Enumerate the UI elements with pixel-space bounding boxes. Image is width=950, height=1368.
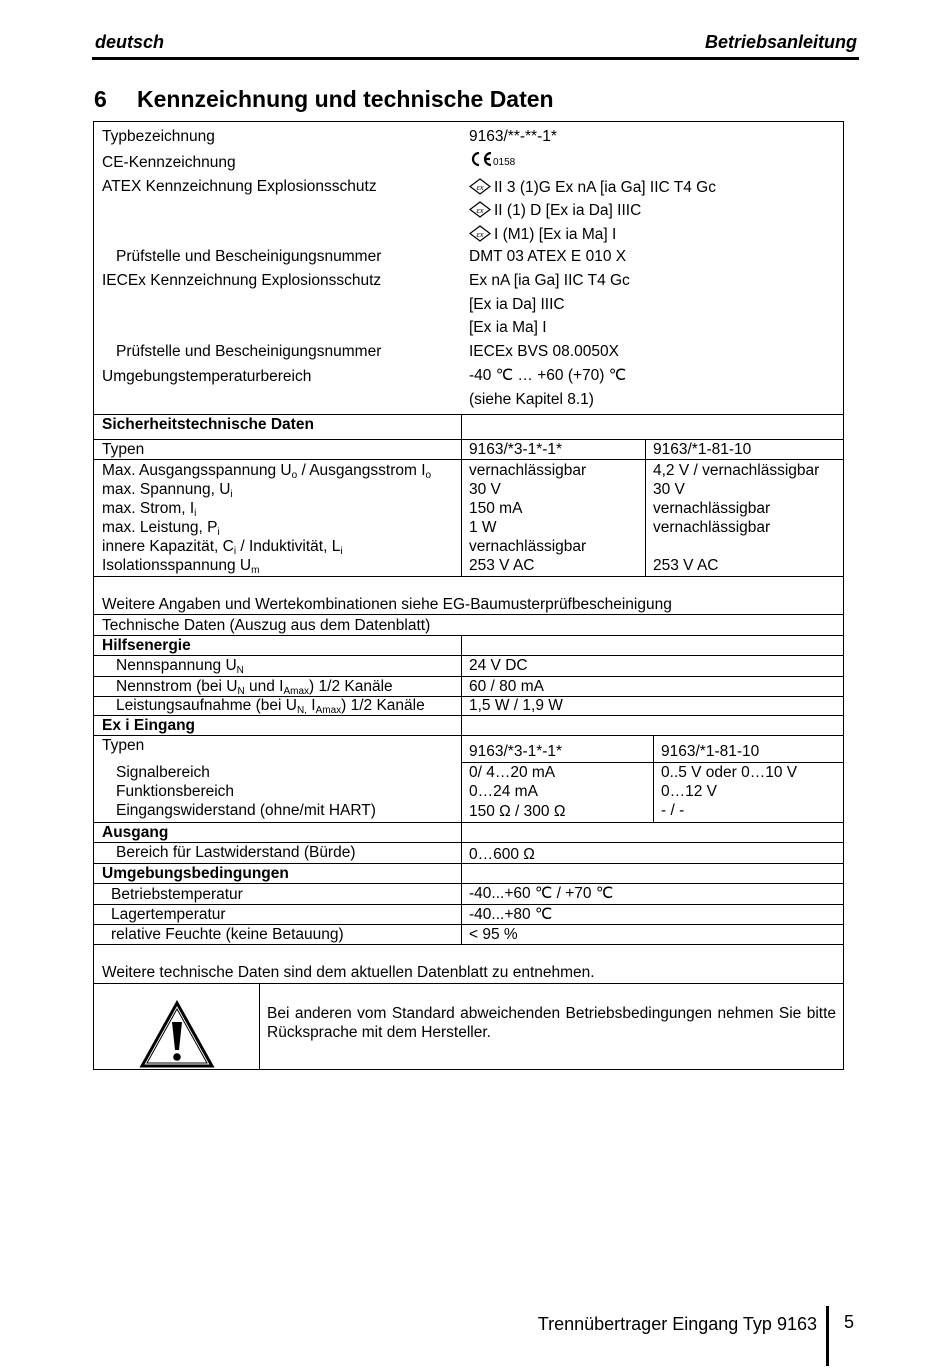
max-voltage-value-a: 30 V: [469, 481, 501, 498]
capacitance-label: innere Kapazität, $C_i$ / Induktivität, $L_i$: [102, 538, 343, 557]
function-range-b: 0…12 V: [661, 783, 718, 800]
atex-cert-value: DMT 03 ATEX E 010 X: [469, 248, 627, 265]
footer-divider: [826, 1306, 829, 1366]
function-range-a: 0…24 mA: [469, 783, 538, 800]
atex-marking-2-text: II (1) D [Ex ia Da] IIIC: [494, 202, 642, 219]
input-types-label: Typen: [102, 737, 145, 754]
table-rule: [93, 576, 844, 577]
max-current-label: max. Strom, $I_i$: [102, 500, 197, 519]
input-type-b: 9163/*1-81-10: [661, 743, 760, 760]
nominal-current-value: 60 / 80 mA: [469, 678, 544, 695]
table-rule: [93, 924, 844, 925]
table-rule: [93, 676, 844, 677]
header-document-type: Betriebsanleitung: [704, 32, 857, 52]
storage-temp-value: -40...+80 ℃: [469, 906, 553, 923]
safety-type-a: 9163/*3-1*-1*: [469, 441, 563, 458]
ambient-temp-label: Umgebungstemperaturbereich: [102, 368, 312, 385]
section-number: 6: [94, 86, 107, 112]
isolation-voltage-value-b: 253 V AC: [653, 557, 719, 574]
table-rule: [93, 904, 844, 905]
aux-power-heading: Hilfsenergie: [102, 637, 191, 654]
signal-range-b: 0..5 V oder 0…10 V: [661, 764, 798, 781]
max-voltage-value-b: 30 V: [653, 481, 685, 498]
atex-marking-3: [469, 225, 616, 244]
atex-marking-3-text: I (M1) [Ex ia Ma] I: [494, 226, 617, 243]
table-rule: [653, 735, 654, 822]
nominal-voltage-label: Nennspannung $U_N$: [116, 657, 244, 676]
table-rule: [259, 983, 260, 1070]
atex-marking-2: [469, 201, 641, 220]
ambient-temp-value: -40 ℃ … +60 (+70) ℃: [469, 367, 627, 384]
iecex-cert-label: Prüfstelle und Bescheinigungsnummer: [116, 343, 382, 360]
ex-protection-icon: [469, 178, 491, 195]
nominal-current-label: Nennstrom (bei $U_N$ und $I_{Amax}$) 1/2 Kanäle: [116, 678, 393, 697]
atex-marking-1-text: II 3 (1)G Ex nA [ia Ga] IIC T4 Gc: [494, 179, 716, 196]
humidity-label: relative Feuchte (keine Betauung): [111, 926, 344, 943]
table-rule: [93, 655, 844, 656]
isolation-voltage-value-a: 253 V AC: [469, 557, 535, 574]
footer-title: Trennübertrager Eingang Typ 9163: [537, 1314, 817, 1334]
table-rule: [93, 614, 844, 615]
table-rule: [93, 842, 844, 843]
function-range-label: Funktionsbereich: [116, 783, 235, 800]
table-rule: [645, 439, 646, 576]
ambient-temp-note: (siehe Kapitel 8.1): [469, 391, 594, 408]
input-resistance-label: Eingangswiderstand (ohne/mit HART): [116, 802, 376, 819]
table-rule: [93, 983, 844, 984]
page-number: 5: [844, 1312, 855, 1332]
output-heading: Ausgang: [102, 824, 169, 841]
capacitance-value-a: vernachlässigbar: [469, 538, 587, 555]
input-type-a: 9163/*3-1*-1*: [469, 743, 563, 760]
table-rule: [93, 459, 844, 460]
safety-heading: Sicherheitstechnische Daten: [102, 416, 314, 433]
storage-temp-label: Lagertemperatur: [111, 906, 226, 923]
iecex-marking-2: [Ex ia Da] IIIC: [469, 296, 565, 313]
notice-text: Bei anderen vom Standard abweichenden Betriebsbedingungen nehmen Sie bitte Rücksprache mit dem Hersteller.: [267, 1005, 836, 1041]
header-language: deutsch: [95, 32, 165, 52]
table-rule: [93, 883, 844, 884]
environment-heading: Umgebungsbedingungen: [102, 865, 289, 882]
ex-protection-icon: [469, 225, 491, 242]
table-rule: [93, 414, 844, 415]
safety-types-label: Typen: [102, 441, 145, 458]
operating-temp-value: -40...+60 ℃ / +70 ℃: [469, 885, 614, 902]
power-consumption-label: Leistungsaufnahme (bei $U_{N,}$ $I_{Amax}$) 1/2 Kanäle: [116, 697, 425, 716]
safety-type-b: 9163/*1-81-10: [653, 441, 752, 458]
max-power-value-a: 1 W: [469, 519, 497, 536]
load-range-label: Bereich für Lastwiderstand (Bürde): [116, 844, 356, 861]
max-power-label: max. Leistung, $P_i$: [102, 519, 220, 538]
ex-protection-icon: [469, 201, 491, 218]
type-label: Typbezeichnung: [102, 128, 215, 145]
atex-cert-label: Prüfstelle und Bescheinigungsnummer: [116, 248, 382, 265]
input-resistance-b: - / -: [661, 802, 685, 819]
max-output-label: Max. Ausgangsspannung $U_o$ / Ausgangsstrom $I_o$: [102, 462, 432, 481]
iecex-marking-1: Ex nA [ia Ga] IIC T4 Gc: [469, 272, 630, 289]
max-output-value-a: vernachlässigbar: [469, 462, 587, 479]
operating-temp-label: Betriebstemperatur: [111, 886, 243, 903]
max-current-value-b: vernachlässigbar: [653, 500, 771, 517]
type-value: 9163/**-**-1*: [469, 128, 557, 145]
ce-icon: [469, 151, 493, 167]
nominal-voltage-value: 24 V DC: [469, 657, 528, 674]
table-rule: [461, 635, 462, 944]
signal-range-label: Signalbereich: [116, 764, 210, 781]
atex-marking-1: [469, 178, 716, 197]
atex-label: ATEX Kennzeichnung Explosionsschutz: [102, 178, 377, 195]
warning-icon: [139, 1000, 215, 1069]
table-rule: [93, 944, 844, 945]
max-output-value-b: 4,2 V / vernachlässigbar: [653, 462, 820, 479]
table-rule: [93, 735, 844, 736]
iecex-cert-value: IECEx BVS 08.0050X: [469, 343, 619, 360]
humidity-value: < 95 %: [469, 926, 518, 943]
header-rule: [92, 57, 859, 60]
technical-note: Weitere technische Daten sind dem aktuellen Datenblatt zu entnehmen.: [102, 964, 595, 981]
table-rule: [93, 439, 844, 440]
technical-heading: Technische Daten (Auszug aus dem Datenblatt): [102, 617, 431, 634]
safety-note: Weitere Angaben und Wertekombinationen siehe EG-Baumusterprüfbescheinigung: [102, 596, 672, 613]
section-title: Kennzeichnung und technische Daten: [137, 86, 554, 112]
load-range-value: 0…600 Ω: [469, 846, 535, 863]
max-power-value-b: vernachlässigbar: [653, 519, 771, 536]
max-current-value-a: 150 mA: [469, 500, 523, 517]
input-resistance-a: 150 Ω / 300 Ω: [469, 803, 566, 820]
ce-number: 0158: [493, 157, 516, 168]
max-voltage-label: max. Spannung, $U_i$: [102, 481, 233, 500]
table-rule: [93, 715, 844, 716]
power-consumption-value: 1,5 W / 1,9 W: [469, 697, 563, 714]
table-rule: [93, 635, 844, 636]
ex-input-heading: Ex i Eingang: [102, 717, 196, 734]
table-rule: [461, 414, 462, 576]
iecex-label: IECEx Kennzeichnung Explosionsschutz: [102, 272, 382, 289]
ce-mark: [469, 151, 515, 172]
iecex-marking-3: [Ex ia Ma] I: [469, 319, 547, 336]
isolation-voltage-label: Isolationsspannung $U_m$: [102, 557, 260, 576]
table-rule: [93, 822, 844, 823]
ce-label: CE-Kennzeichnung: [102, 154, 236, 171]
signal-range-a: 0/ 4…20 mA: [469, 764, 556, 781]
